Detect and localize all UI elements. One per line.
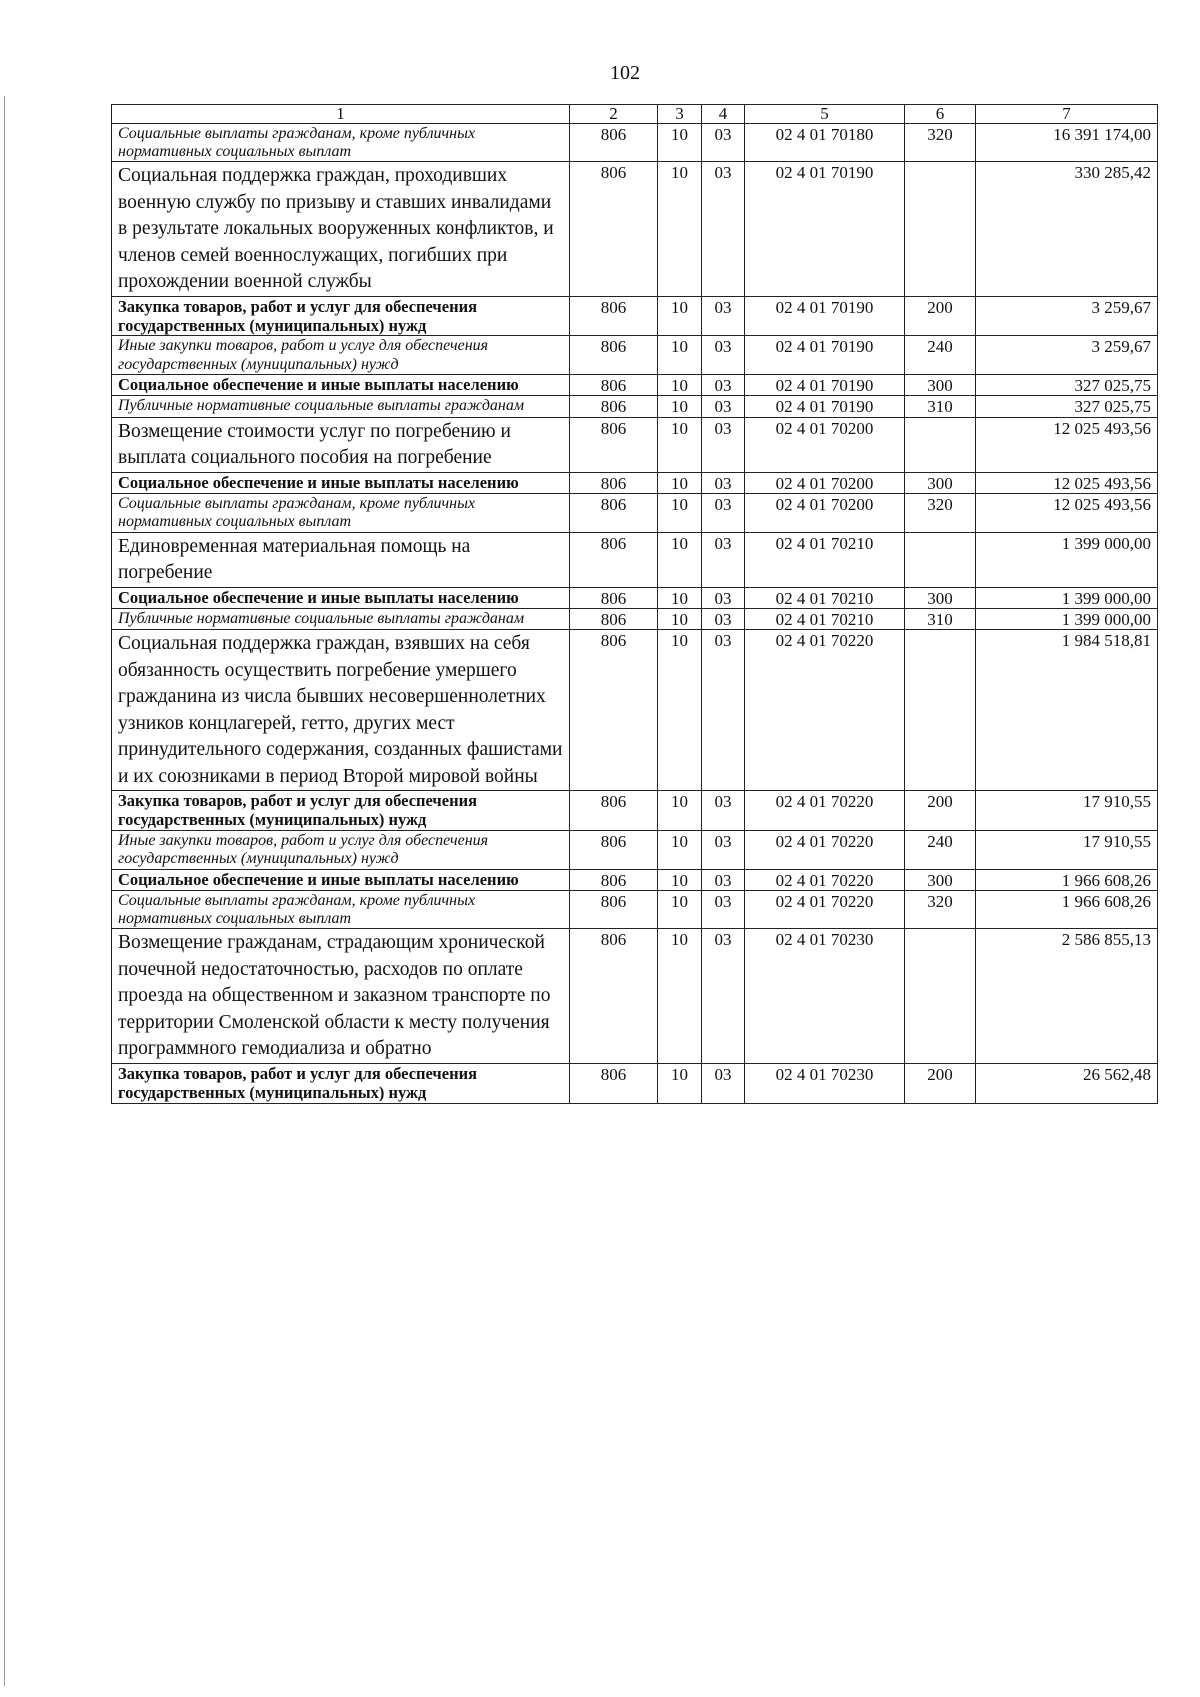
subsection-code: 03 <box>702 494 745 532</box>
table-row <box>112 396 1158 417</box>
section-code: 10 <box>658 890 702 928</box>
table-row <box>112 630 1158 791</box>
table-row <box>112 162 1158 297</box>
column-header: 2 <box>570 105 658 124</box>
target-article: 02 4 01 70210 <box>745 608 905 629</box>
section-code: 10 <box>658 472 702 493</box>
expense-type: 240 <box>905 831 976 869</box>
amount: 330 285,42 <box>976 162 1158 297</box>
row-description: Социальная поддержка граждан, взявших на себя обязанность осуществить погребение умершего гражданина из числа бывших несовершеннолетних узников концлагерей, гетто, других мест принудительного содержания, созданных фашистами и их союзниками в период Второй мировой войны <box>112 630 570 791</box>
table-row <box>112 929 1158 1064</box>
section-code: 10 <box>658 296 702 336</box>
admin-code: 806 <box>570 374 658 395</box>
table-row <box>112 608 1158 629</box>
admin-code: 806 <box>570 1063 658 1103</box>
expense-type: 310 <box>905 608 976 629</box>
admin-code: 806 <box>570 396 658 417</box>
subsection-code: 03 <box>702 162 745 297</box>
section-code: 10 <box>658 162 702 297</box>
column-header: 6 <box>905 105 976 124</box>
table-row <box>112 869 1158 890</box>
admin-code: 806 <box>570 532 658 587</box>
expense-type: 320 <box>905 494 976 532</box>
amount: 17 910,55 <box>976 831 1158 869</box>
amount: 1 399 000,00 <box>976 587 1158 608</box>
row-description: Закупка товаров, работ и услуг для обеспечения государственных (муниципальных) нужд <box>112 791 570 831</box>
admin-code: 806 <box>570 417 658 472</box>
subsection-code: 03 <box>702 396 745 417</box>
subsection-code: 03 <box>702 1063 745 1103</box>
table-row <box>112 374 1158 395</box>
target-article: 02 4 01 70210 <box>745 532 905 587</box>
expense-type: 240 <box>905 336 976 374</box>
subsection-code: 03 <box>702 791 745 831</box>
admin-code: 806 <box>570 929 658 1064</box>
amount: 1 984 518,81 <box>976 630 1158 791</box>
amount: 327 025,75 <box>976 396 1158 417</box>
subsection-code: 03 <box>702 374 745 395</box>
table-row <box>112 417 1158 472</box>
expense-type: 200 <box>905 1063 976 1103</box>
row-description: Иные закупки товаров, работ и услуг для обеспечения государственных (муниципальных) нужд <box>112 831 570 869</box>
expense-type: 300 <box>905 587 976 608</box>
admin-code: 806 <box>570 831 658 869</box>
table-row <box>112 123 1158 161</box>
row-description: Публичные нормативные социальные выплаты гражданам <box>112 608 570 629</box>
table-header-row <box>112 105 1158 124</box>
target-article: 02 4 01 70200 <box>745 494 905 532</box>
admin-code: 806 <box>570 162 658 297</box>
amount: 1 399 000,00 <box>976 532 1158 587</box>
table-row <box>112 587 1158 608</box>
amount: 26 562,48 <box>976 1063 1158 1103</box>
subsection-code: 03 <box>702 587 745 608</box>
table-row <box>112 532 1158 587</box>
row-description: Социальные выплаты гражданам, кроме публичных нормативных социальных выплат <box>112 123 570 161</box>
admin-code: 806 <box>570 587 658 608</box>
table-row <box>112 791 1158 831</box>
subsection-code: 03 <box>702 630 745 791</box>
column-header: 1 <box>112 105 570 124</box>
expense-type: 200 <box>905 791 976 831</box>
target-article: 02 4 01 70220 <box>745 831 905 869</box>
admin-code: 806 <box>570 869 658 890</box>
expense-type <box>905 417 976 472</box>
subsection-code: 03 <box>702 929 745 1064</box>
target-article: 02 4 01 70230 <box>745 929 905 1064</box>
expense-type: 320 <box>905 123 976 161</box>
row-description: Социальные выплаты гражданам, кроме публичных нормативных социальных выплат <box>112 890 570 928</box>
admin-code: 806 <box>570 630 658 791</box>
table-row <box>112 890 1158 928</box>
subsection-code: 03 <box>702 417 745 472</box>
section-code: 10 <box>658 587 702 608</box>
row-description: Закупка товаров, работ и услуг для обеспечения государственных (муниципальных) нужд <box>112 1063 570 1103</box>
expense-type <box>905 162 976 297</box>
section-code: 10 <box>658 123 702 161</box>
target-article: 02 4 01 70190 <box>745 162 905 297</box>
expense-type: 320 <box>905 890 976 928</box>
section-code: 10 <box>658 630 702 791</box>
amount: 17 910,55 <box>976 791 1158 831</box>
row-description: Закупка товаров, работ и услуг для обеспечения государственных (муниципальных) нужд <box>112 296 570 336</box>
row-description: Публичные нормативные социальные выплаты гражданам <box>112 396 570 417</box>
expense-type: 300 <box>905 869 976 890</box>
table-row <box>112 1063 1158 1103</box>
target-article: 02 4 01 70220 <box>745 630 905 791</box>
section-code: 10 <box>658 831 702 869</box>
amount: 16 391 174,00 <box>976 123 1158 161</box>
table-row <box>112 296 1158 336</box>
admin-code: 806 <box>570 791 658 831</box>
admin-code: 806 <box>570 608 658 629</box>
target-article: 02 4 01 70220 <box>745 791 905 831</box>
subsection-code: 03 <box>702 472 745 493</box>
scan-edge-mark <box>4 96 5 1686</box>
target-article: 02 4 01 70210 <box>745 587 905 608</box>
subsection-code: 03 <box>702 608 745 629</box>
subsection-code: 03 <box>702 532 745 587</box>
amount: 1 966 608,26 <box>976 890 1158 928</box>
section-code: 10 <box>658 869 702 890</box>
target-article: 02 4 01 70190 <box>745 336 905 374</box>
target-article: 02 4 01 70190 <box>745 296 905 336</box>
subsection-code: 03 <box>702 296 745 336</box>
amount: 3 259,67 <box>976 336 1158 374</box>
expense-type <box>905 929 976 1064</box>
budget-table <box>111 104 1158 1104</box>
column-header: 7 <box>976 105 1158 124</box>
subsection-code: 03 <box>702 869 745 890</box>
amount: 1 966 608,26 <box>976 869 1158 890</box>
amount: 2 586 855,13 <box>976 929 1158 1064</box>
amount: 12 025 493,56 <box>976 472 1158 493</box>
section-code: 10 <box>658 608 702 629</box>
target-article: 02 4 01 70230 <box>745 1063 905 1103</box>
page-number: 102 <box>610 62 640 84</box>
subsection-code: 03 <box>702 831 745 869</box>
row-description: Социальное обеспечение и иные выплаты населению <box>112 587 570 608</box>
table-row <box>112 831 1158 869</box>
target-article: 02 4 01 70190 <box>745 374 905 395</box>
admin-code: 806 <box>570 123 658 161</box>
target-article: 02 4 01 70220 <box>745 890 905 928</box>
admin-code: 806 <box>570 890 658 928</box>
admin-code: 806 <box>570 494 658 532</box>
subsection-code: 03 <box>702 123 745 161</box>
section-code: 10 <box>658 532 702 587</box>
row-description: Иные закупки товаров, работ и услуг для обеспечения государственных (муниципальных) нужд <box>112 336 570 374</box>
target-article: 02 4 01 70200 <box>745 417 905 472</box>
expense-type: 310 <box>905 396 976 417</box>
column-header: 4 <box>702 105 745 124</box>
target-article: 02 4 01 70190 <box>745 396 905 417</box>
row-description: Социальные выплаты гражданам, кроме публичных нормативных социальных выплат <box>112 494 570 532</box>
amount: 327 025,75 <box>976 374 1158 395</box>
section-code: 10 <box>658 791 702 831</box>
row-description: Возмещение стоимости услуг по погребению и выплата социального пособия на погребение <box>112 417 570 472</box>
row-description: Единовременная материальная помощь на погребение <box>112 532 570 587</box>
table-row <box>112 336 1158 374</box>
row-description: Социальное обеспечение и иные выплаты населению <box>112 374 570 395</box>
expense-type: 300 <box>905 472 976 493</box>
column-header: 3 <box>658 105 702 124</box>
table-row <box>112 472 1158 493</box>
target-article: 02 4 01 70200 <box>745 472 905 493</box>
row-description: Социальное обеспечение и иные выплаты населению <box>112 472 570 493</box>
section-code: 10 <box>658 494 702 532</box>
table-body <box>112 123 1158 1103</box>
row-description: Социальная поддержка граждан, проходивших военную службу по призыву и ставших инвалидами в результате локальных вооруженных конфликтов, и членов семей военнослужащих, погибших при прохождении военной службы <box>112 162 570 297</box>
table-row <box>112 494 1158 532</box>
row-description: Социальное обеспечение и иные выплаты населению <box>112 869 570 890</box>
admin-code: 806 <box>570 296 658 336</box>
subsection-code: 03 <box>702 336 745 374</box>
expense-type: 200 <box>905 296 976 336</box>
column-header: 5 <box>745 105 905 124</box>
section-code: 10 <box>658 417 702 472</box>
row-description: Возмещение гражданам, страдающим хронической почечной недостаточностью, расходов по оплате проезда на общественном и заказном транспорте по территории Смоленской области к месту получения программного гемодиализа и обратно <box>112 929 570 1064</box>
admin-code: 806 <box>570 336 658 374</box>
section-code: 10 <box>658 929 702 1064</box>
amount: 1 399 000,00 <box>976 608 1158 629</box>
amount: 12 025 493,56 <box>976 417 1158 472</box>
admin-code: 806 <box>570 472 658 493</box>
expense-type: 300 <box>905 374 976 395</box>
amount: 3 259,67 <box>976 296 1158 336</box>
section-code: 10 <box>658 1063 702 1103</box>
subsection-code: 03 <box>702 890 745 928</box>
target-article: 02 4 01 70180 <box>745 123 905 161</box>
amount: 12 025 493,56 <box>976 494 1158 532</box>
section-code: 10 <box>658 396 702 417</box>
section-code: 10 <box>658 374 702 395</box>
expense-type <box>905 630 976 791</box>
section-code: 10 <box>658 336 702 374</box>
expense-type <box>905 532 976 587</box>
target-article: 02 4 01 70220 <box>745 869 905 890</box>
